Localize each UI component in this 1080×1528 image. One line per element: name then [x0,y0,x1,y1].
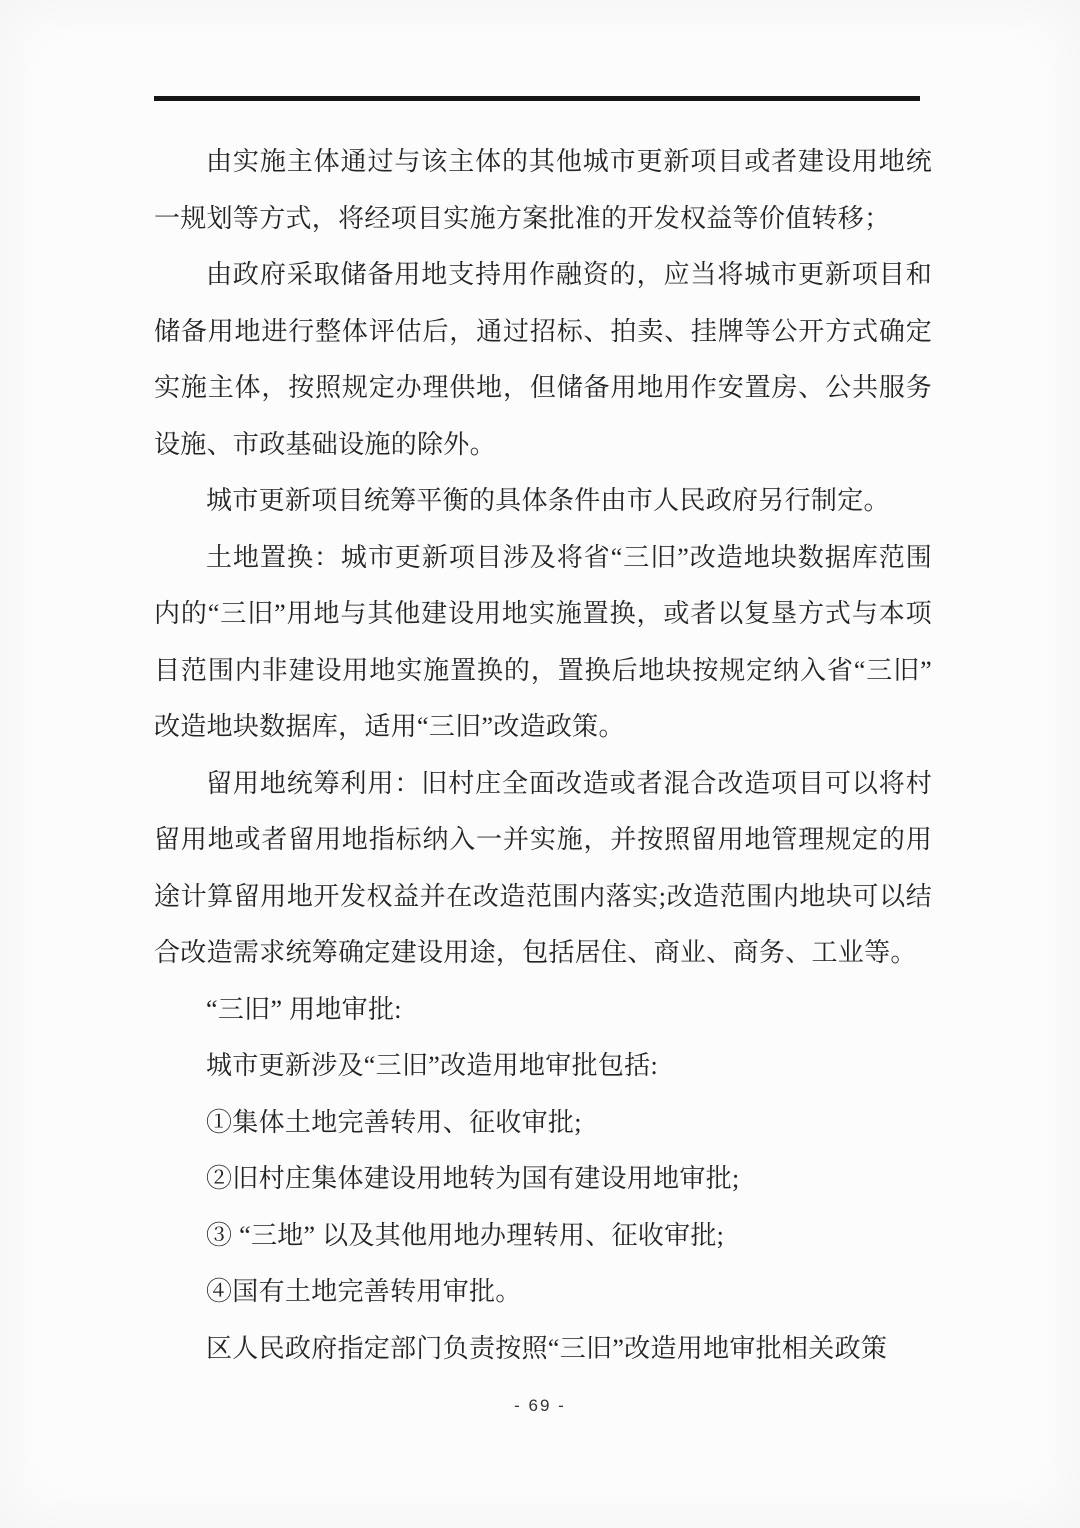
list-item: ③ “三地” 以及其他用地办理转用、征收审批; [206,1220,725,1250]
paragraph: 由实施主体通过与该主体的其他城市更新项目或者建设用地统一规划等方式，将经项目实施方案批准的开发权益等价值转移； [154,147,932,233]
paragraph: 城市更新涉及“三旧”改造用地审批包括: [206,1051,659,1080]
list-item: ①集体土地完善转用、征收审批; [206,1107,582,1137]
paragraph: 城市更新项目统筹平衡的具体条件由市人民政府另行制定。 [206,486,890,515]
paragraph-heading: “三旧” 用地审批: [206,994,402,1024]
list-item: ②旧村庄集体建设用地转为国有建设用地审批; [206,1164,740,1193]
document-body [154,134,932,1377]
paragraph: 土地置换：城市更新项目涉及将省“三旧”改造地块数据库范围内的“三旧”用地与其他建设用地实施置换，或者以复垦方式与本项目范围内非建设用地实施置换的，置换后地块按规定纳入省“三旧”改造地块数据库，适用“三旧”改造政策。 [154,542,932,741]
page-number: - 69 - [514,1396,566,1415]
paragraph: 由政府采取储备用地支持用作融资的，应当将城市更新项目和储备用地进行整体评估后，通过招标、拍卖、挂牌等公开方式确定实施主体，按照规定办理供地，但储备用地用作安置房、公共服务设施、市政基础设施的除外。 [154,260,932,459]
paragraph: 区人民政府指定部门负责按照“三旧”改造用地审批相关政策 [206,1333,888,1363]
list-item: ④国有土地完善转用审批。 [206,1277,522,1306]
paragraph: 留用地统筹利用：旧村庄全面改造或者混合改造项目可以将村留用地或者留用地指标纳入一并实施，并按照留用地管理规定的用途计算留用地开发权益并在改造范围内落实;改造范围内地块可以结合改造需求统筹确定建设用途，包括居住、商业、商务、工业等。 [154,768,932,967]
header-rule [154,96,920,101]
